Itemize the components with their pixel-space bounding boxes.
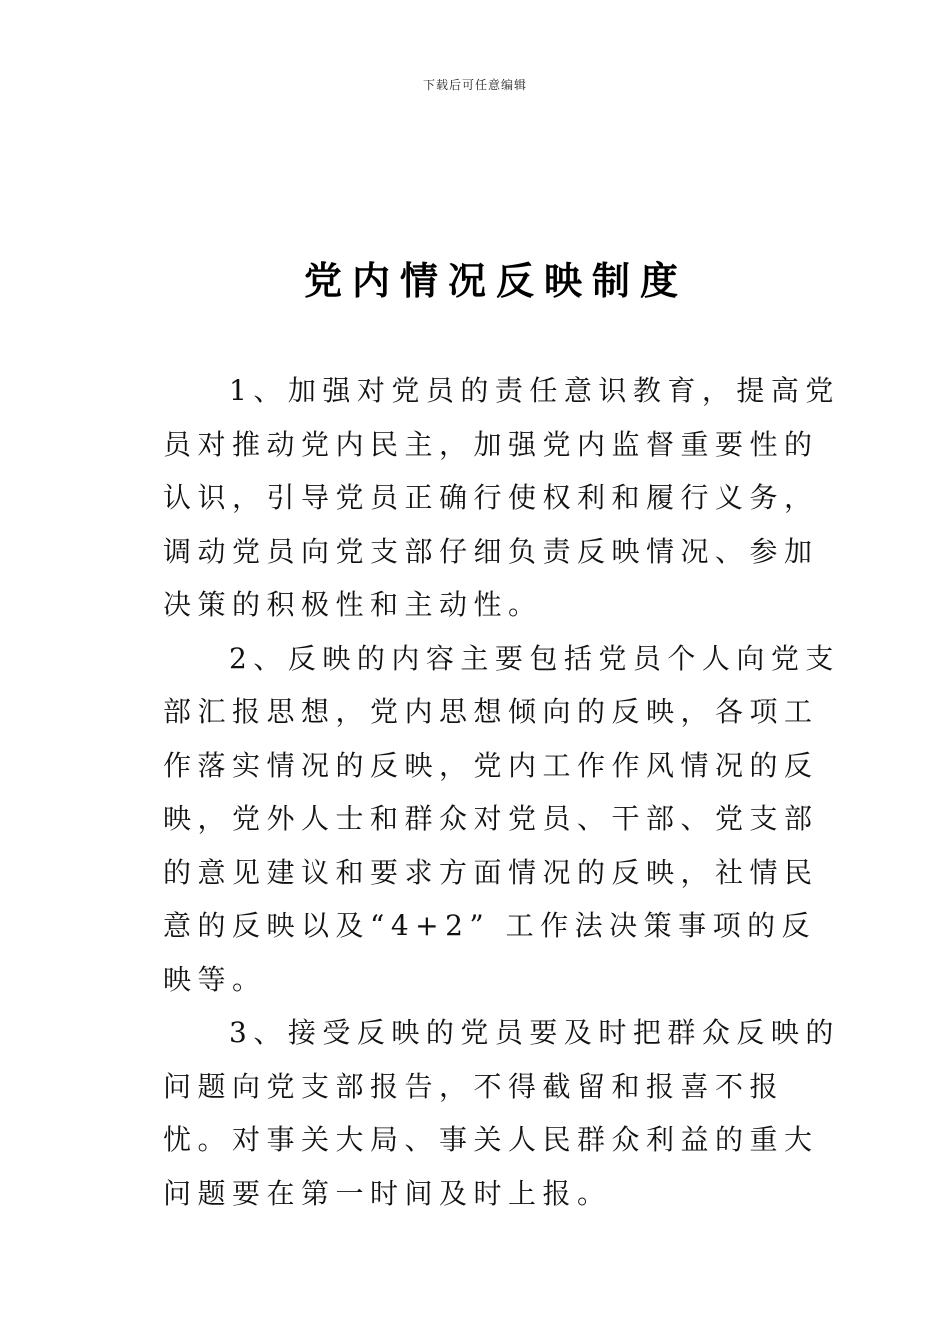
header-note: 下载后可任意编辑 [422, 78, 527, 92]
document-body [163, 364, 843, 1220]
paragraph-3: 3、接受反映的党员要及时把群众反映的问题向党支部报告，不得截留和报喜不报忧。对事关大局、事关人民群众利益的重大问题要在第一时间及时上报。 [163, 1016, 840, 1210]
paragraph-1: 1、加强对党员的责任意识教育，提高党员对推动党内民主，加强党内监督重要性的认识，引导党员正确行使权利和履行义务，调动党员向党支部仔细负责反映情况、参加决策的积极性和主动性。 [163, 374, 840, 621]
paragraph-2: 2、反映的内容主要包括党员个人向党支部汇报思想，党内思想倾向的反映，各项工作落实情况的反映，党内工作作风情况的反映，党外人士和群众对党员、干部、党支部的意见建议和要求方面情况的反映，社情民意的反映以及“4+2” 工作法决策事项的反映等。 [163, 641, 840, 996]
document-title: 党内情况反映制度 [303, 258, 688, 303]
